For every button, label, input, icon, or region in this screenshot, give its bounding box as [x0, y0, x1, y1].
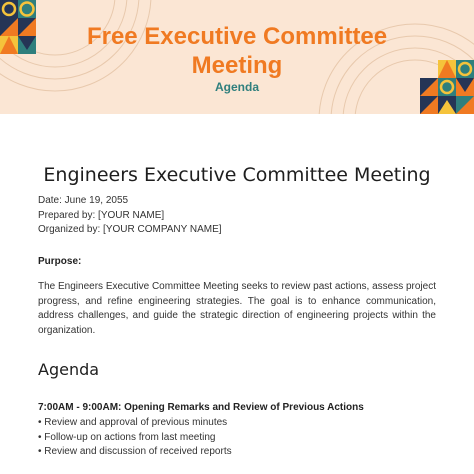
document-title: Engineers Executive Committee Meeting	[43, 164, 431, 186]
prepared-by: Prepared by: [YOUR NAME]	[38, 209, 165, 221]
organized-by: Organized by: [YOUR COMPANY NAME]	[38, 224, 222, 235]
banner-subtitle: Agenda	[214, 80, 259, 94]
meeting-date: Date: June 19, 2055	[38, 195, 129, 206]
list-item: • Review and approval of previous minutes	[38, 416, 232, 431]
session-items	[38, 416, 232, 460]
meeting-meta	[38, 194, 222, 238]
top-left-pattern	[0, 0, 36, 54]
agenda-heading: Agenda	[38, 360, 100, 379]
purpose-text: The Engineers Executive Committee Meeting seeks to review past actions, assess project progress, and refine engineering strategies. The goal is to enhance communication, address challenges, and guide the strategic direction of engineering projects within the organization.	[38, 281, 436, 336]
session-title: 7:00AM - 9:00AM: Opening Remarks and Review of Previous Actions	[38, 402, 364, 413]
list-item: • Follow-up on actions from last meeting	[38, 431, 232, 446]
list-item: • Review and discussion of received reports	[38, 445, 232, 460]
banner-title: Free Executive Committee Meeting	[86, 23, 388, 79]
purpose-label: Purpose:	[38, 256, 82, 267]
header-banner	[0, 0, 474, 114]
